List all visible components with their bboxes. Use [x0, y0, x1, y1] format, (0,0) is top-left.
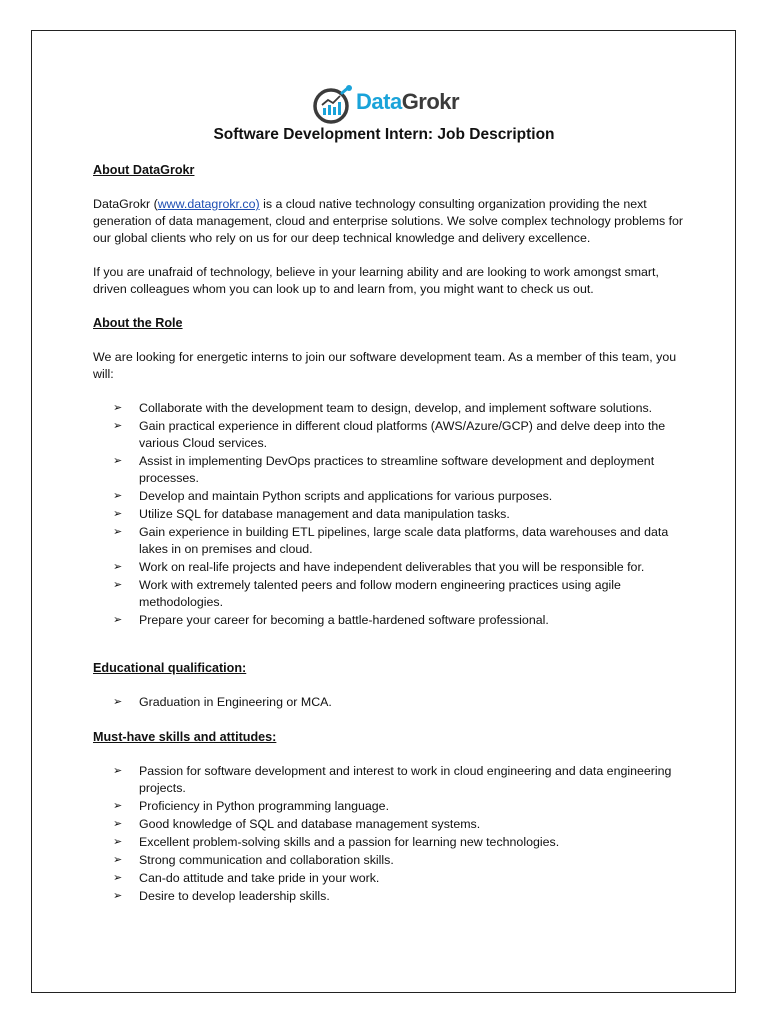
arrow-bullet-icon: ➢: [113, 420, 123, 432]
arrow-bullet-icon: ➢: [113, 872, 123, 884]
list-item: ➢ Excellent problem-solving skills and a passion for learning new technologies.: [113, 835, 560, 849]
arrow-bullet-icon: ➢: [113, 854, 123, 866]
list-item: ➢ Assist in implementing DevOps practices to streamline software development and deployment processes.: [113, 454, 655, 485]
website-link[interactable]: www.datagrokr.co): [157, 197, 260, 211]
list-item: ➢ Utilize SQL for database management and data manipulation tasks.: [113, 507, 510, 521]
list-item: ➢ Strong communication and collaboration skills.: [113, 853, 394, 867]
list-item: ➢ Passion for software development and interest to work in cloud engineering and data engineering projects.: [113, 764, 672, 795]
education-heading: Educational qualification:: [93, 661, 247, 675]
role-list: [93, 400, 693, 629]
arrow-bullet-icon: ➢: [113, 765, 123, 777]
about-paragraph-1: [93, 196, 693, 247]
arrow-bullet-icon: ➢: [113, 561, 123, 573]
list-item: ➢ Collaborate with the development team to design, develop, and implement software solutions.: [113, 401, 653, 415]
document-body: [93, 162, 693, 906]
about-heading: About DataGrokr: [93, 163, 195, 177]
brand-name: [356, 89, 459, 115]
arrow-bullet-icon: ➢: [113, 455, 123, 467]
arrow-bullet-icon: ➢: [113, 800, 123, 812]
list-item: ➢ Work with extremely talented peers and follow modern engineering practices using agile methodologies.: [113, 578, 621, 609]
arrow-bullet-icon: ➢: [113, 836, 123, 848]
education-list: [93, 694, 693, 711]
skills-list: [93, 763, 693, 905]
about-p1-prefix: DataGrokr (: [93, 197, 158, 211]
list-item: ➢ Gain experience in building ETL pipelines, large scale data platforms, data warehouses and data lakes in on premises and cloud.: [113, 525, 669, 556]
about-p1-suffix: is a cloud native technology consulting organization providing the next generation of data management, cloud and enterprise solutions. We solve complex technology problems for our global clients who rely on us for our deep technical knowledge and delivery excellence.: [93, 197, 684, 245]
arrow-bullet-icon: ➢: [113, 526, 123, 538]
arrow-bullet-icon: ➢: [113, 490, 123, 502]
list-item: ➢ Work on real-life projects and have independent deliverables that you will be responsible for.: [113, 560, 645, 574]
arrow-bullet-icon: ➢: [113, 696, 123, 708]
datagrokr-logo: [312, 84, 472, 128]
arrow-bullet-icon: ➢: [113, 614, 123, 626]
brand-part-data: Data: [356, 89, 402, 114]
skills-heading: Must-have skills and attitudes:: [93, 730, 277, 744]
list-item: ➢ Good knowledge of SQL and database management systems.: [113, 817, 481, 831]
list-item: ➢ Desire to develop leadership skills.: [113, 889, 330, 903]
role-heading: About the Role: [93, 316, 183, 330]
list-item: ➢ Prepare your career for becoming a battle-hardened software professional.: [113, 613, 549, 627]
about-paragraph-2: If you are unafraid of technology, believe in your learning ability and are looking to work amongst smart, driven colleagues whom you can look up to and learn from, you might want to check us out.: [93, 265, 659, 296]
list-item: ➢ Gain practical experience in different cloud platforms (AWS/Azure/GCP) and delve deep into the various Cloud services.: [113, 419, 666, 450]
arrow-bullet-icon: ➢: [113, 402, 123, 414]
chart-magnifier-icon: [312, 84, 354, 128]
arrow-bullet-icon: ➢: [113, 579, 123, 591]
role-intro: We are looking for energetic interns to join our software development team. As a member of this team, you will:: [93, 350, 677, 381]
brand-part-grokr: Grokr: [401, 89, 460, 114]
arrow-bullet-icon: ➢: [113, 818, 123, 830]
arrow-bullet-icon: ➢: [113, 508, 123, 520]
list-item: ➢ Proficiency in Python programming language.: [113, 799, 390, 813]
arrow-bullet-icon: ➢: [113, 890, 123, 902]
page-title: Software Development Intern: Job Description: [213, 126, 555, 143]
list-item: ➢ Can-do attitude and take pride in your work.: [113, 871, 380, 885]
list-item: ➢ Develop and maintain Python scripts and applications for various purposes.: [113, 489, 553, 503]
list-item: ➢ Graduation in Engineering or MCA.: [113, 695, 332, 709]
